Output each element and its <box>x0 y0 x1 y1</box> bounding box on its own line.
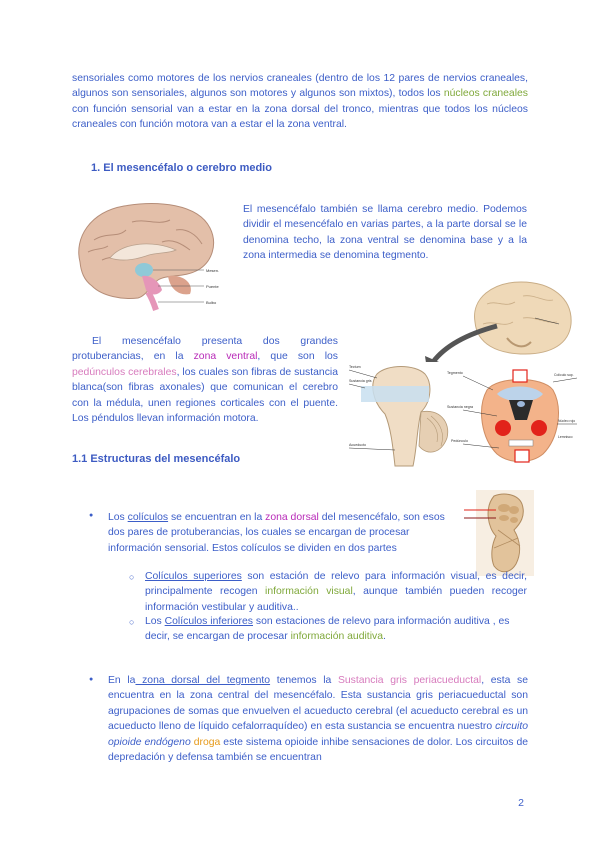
page-number: 2 <box>518 797 524 809</box>
section-heading-mesencefalo: 1. El mesencéfalo o cerebro medio <box>91 162 272 174</box>
sub-bullet-marker-1: ○ <box>129 572 135 582</box>
sustancia-gris-bullet: En la zona dorsal del tegmento tenemos la Sustancia gris periacueductal, esta se encuentra en la zona central del mesencéfalo. Esta sustancia gris periacueductal son agrupaciones de somas que envuelven el acueducto cerebral (el acueducto cerebral es un acueducto lleno de líquido cefalorraquídeo) en esta sustancia se encuentra nuestro circuito opioide endógeno droga este sistema opioide inhibe sensaciones de dolor. Los circuitos de depredación y defensa también se encuentran <box>108 675 529 764</box>
term-circuito-opioide: circuito opioide endógeno <box>108 721 528 748</box>
coliculos-bullet: Los colículos se encuentran en la zona dorsal del mesencéfalo, son esos dos pares de protuberancias, los cuales se encargan de procesar información sensorial. Estos colículos se dividen en dos partes <box>108 512 445 554</box>
highlight-informacion-auditiva: información auditiva <box>290 631 383 643</box>
term-coliculos: colículos <box>127 512 169 523</box>
brainstem-section-image <box>347 278 579 468</box>
diagram-label-coliculo: Colículo sup. <box>554 373 574 377</box>
brain-label-1: Mesen. <box>206 268 220 273</box>
sub-bullet-marker-2: ○ <box>129 617 135 627</box>
highlight-zona-dorsal: zona dorsal <box>265 512 319 523</box>
term-coliculos-superiores: Colículos superiores <box>145 571 242 582</box>
diagram-label-sustancia-gris: Sustancia gris <box>349 379 372 383</box>
bullet-marker-2: ● <box>89 676 94 683</box>
coliculos-image <box>464 490 534 576</box>
diagram-label-lemnisco: Lemnisco <box>558 435 573 439</box>
term-coliculos-inferiores: Colículos inferiores <box>164 616 253 627</box>
section-heading-estructuras: 1.1 Estructuras del mesencéfalo <box>72 453 241 465</box>
brain-label-3: Bulbo <box>206 300 217 305</box>
protuberancias-paragraph: El mesencéfalo presenta dos grandes protuberancias, en la zona ventral, que son los pedúnculos cerebrales, los cuales son fibras de sustancia blanca(son fibras axonales) que comunican el cerebro con la médula, unen regiones corticales con el puente. Los péndulos llevan información motora. <box>72 336 338 425</box>
diagram-label-tegmento: Tegmento <box>447 371 463 375</box>
brain-label-2: Puente <box>206 284 219 289</box>
diagram-label-pedunculo: Pedúnculo <box>451 439 468 443</box>
bullet-marker-1: ● <box>89 512 94 519</box>
highlight-sustancia-gris: Sustancia gris periacueductal <box>337 675 482 686</box>
coliculos-superiores-item: Colículos superiores son estación de relevo para información visual, es decir, principalmente recogen información visual, aunque también pueden recoger información vestibular y auditiva.. <box>145 571 528 613</box>
diagram-label-sustancia-negra: Sustancia negra <box>447 405 473 409</box>
diagram-label-nucleo-rojo: Núcleo rojo <box>558 419 576 423</box>
highlight-informacion-visual: información visual <box>265 586 353 598</box>
highlight-droga: droga <box>193 736 221 748</box>
mesencefalo-description: El mesencéfalo también se llama cerebro medio. Podemos dividir el mesencéfalo en varias partes, a la parte dorsal se le denomina techo, la zona ventral se denomina base y a la zona intermedia se denomina tegmento. <box>243 204 527 262</box>
coliculos-inferiores-item: Los Colículos inferiores son estaciones de relevo para información auditiva , es decir, se encargan de procesar información auditiva. <box>145 616 510 643</box>
term-zona-dorsal-tegmento: zona dorsal del tegmento <box>135 675 271 686</box>
diagram-label-acueducto: Acueducto <box>349 443 366 447</box>
highlight-zona-ventral: zona ventral <box>193 351 258 363</box>
highlight-pedunculos: pedúnculos cerebrales <box>72 366 177 378</box>
brain-sagittal-image <box>72 200 232 312</box>
intro-paragraph: sensoriales como motores de los nervios craneales (dentro de los 12 pares de nervios craneales, algunos son sensoriales, algunos son motores y algunos son mixtos), todos los núcleos craneales con función sensorial van a estar en la zona dorsal del tronco, mientras que todos los núcleos craneales con función motora van a estar el la zona ventral. <box>72 73 528 131</box>
diagram-label-tectum: Tectum <box>349 365 361 369</box>
highlight-nucleos-craneales: núcleos craneales <box>443 88 528 100</box>
